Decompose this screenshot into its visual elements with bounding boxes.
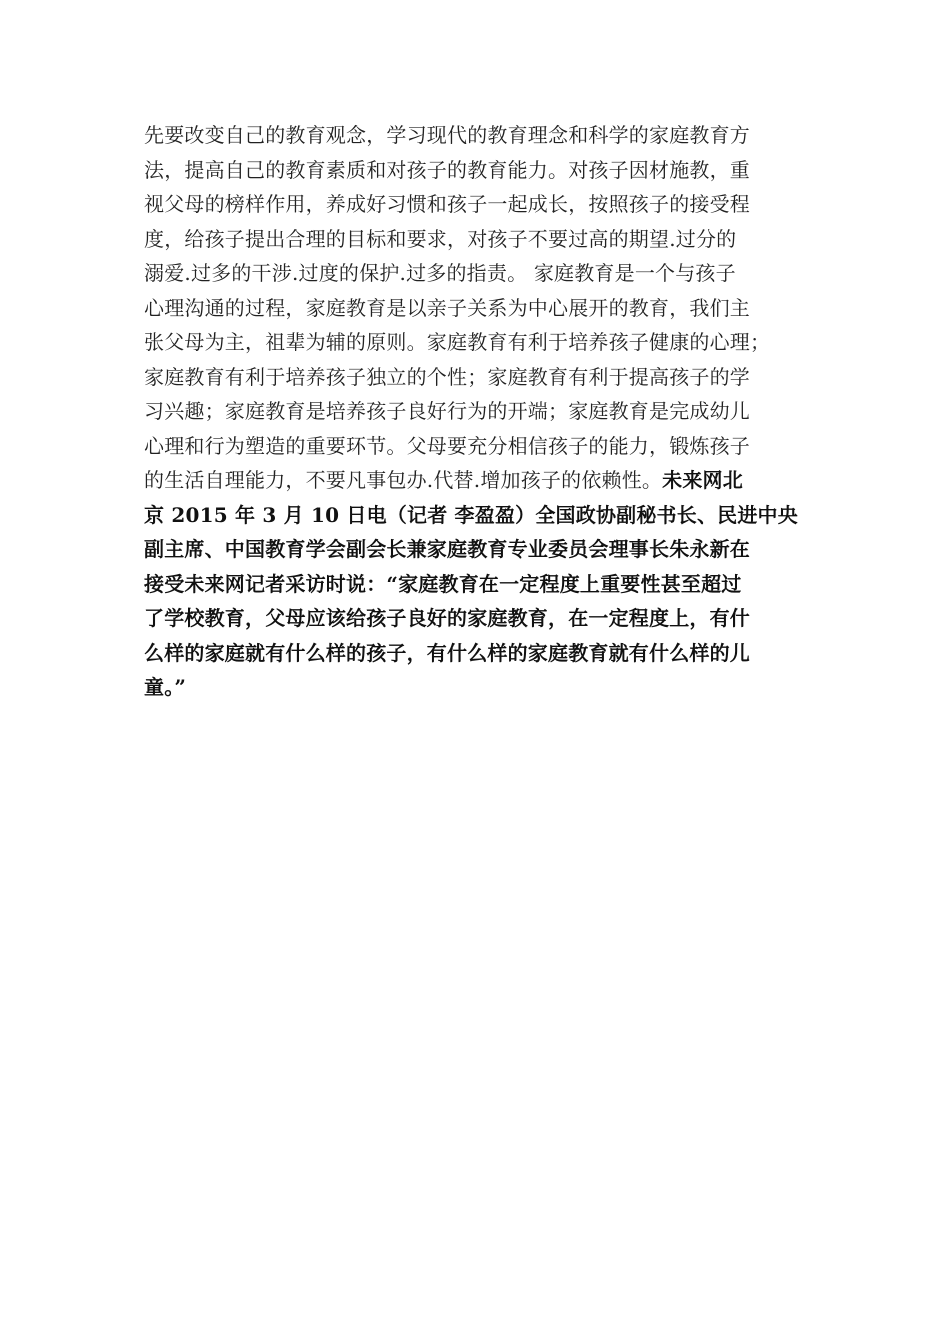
text-segment: 心理和行为塑造的重要环节。父母要充分相信孩子的能力，锻炼孩子 xyxy=(144,433,750,458)
text-segment-bold: 副主席、中国教育学会副会长兼家庭教育专业委员会理事长朱永新在 xyxy=(144,537,750,561)
text-line xyxy=(144,498,820,533)
text-segment: 张父母为主，祖辈为辅的原则。家庭教育有利于培养孩子健康的心理； xyxy=(144,330,771,354)
body-text xyxy=(144,118,820,705)
text-segment-bold: 么样的家庭就有什么样的孩子，有什么样的家庭教育就有什么样的儿 xyxy=(144,640,750,665)
text-line xyxy=(144,601,820,636)
text-segment: 先要改变自己的教育观念，学习现代的教育理念和科学的家庭教育方 xyxy=(144,123,750,147)
text-line xyxy=(144,256,820,291)
text-segment: 溺爱.过多的干涉.过度的保护.过多的指责。 家庭教育是一个与孩子 xyxy=(144,261,736,285)
text-segment-bold: 了学校教育，父母应该给孩子良好的家庭教育，在一定程度上，有什 xyxy=(144,606,750,630)
text-segment: 习兴趣；家庭教育是培养孩子良好行为的开端；家庭教育是完成幼儿 xyxy=(144,399,750,423)
text-segment-bold: 童。” xyxy=(144,675,187,699)
text-line xyxy=(144,291,820,326)
text-segment: 度，给孩子提出合理的目标和要求，对孩子不要过高的期望.过分的 xyxy=(144,226,737,251)
text-line xyxy=(144,532,820,567)
text-line xyxy=(144,118,820,153)
text-line xyxy=(144,670,820,705)
text-line xyxy=(144,153,820,188)
text-segment-bold: 接受未来网记者采访时说：“家庭教育在一定程度上重要性甚至超过 xyxy=(144,571,742,596)
text-line xyxy=(144,325,820,360)
text-line xyxy=(144,429,820,464)
text-line xyxy=(144,360,820,395)
text-segment: 法，提高自己的教育素质和对孩子的教育能力。对孩子因材施教，重 xyxy=(144,157,750,182)
text-segment-bold: 未来网北 xyxy=(662,468,743,492)
text-line xyxy=(144,636,820,671)
text-line xyxy=(144,567,820,602)
text-line xyxy=(144,222,820,257)
text-line xyxy=(144,187,820,222)
text-segment-bold: 京 2015 年 3 月 10 日电（记者 李盈盈）全国政协副秘书长、民进中央 xyxy=(144,502,798,527)
text-line xyxy=(144,463,820,498)
text-segment: 的生活自理能力，不要凡事包办.代替.增加孩子的依赖性。 xyxy=(144,468,663,492)
text-segment: 视父母的榜样作用，养成好习惯和孩子一起成长，按照孩子的接受程 xyxy=(144,192,750,216)
text-segment: 心理沟通的过程，家庭教育是以亲子关系为中心展开的教育，我们主 xyxy=(144,295,750,320)
text-segment: 家庭教育有利于培养孩子独立的个性；家庭教育有利于提高孩子的学 xyxy=(144,364,750,389)
text-line xyxy=(144,394,820,429)
